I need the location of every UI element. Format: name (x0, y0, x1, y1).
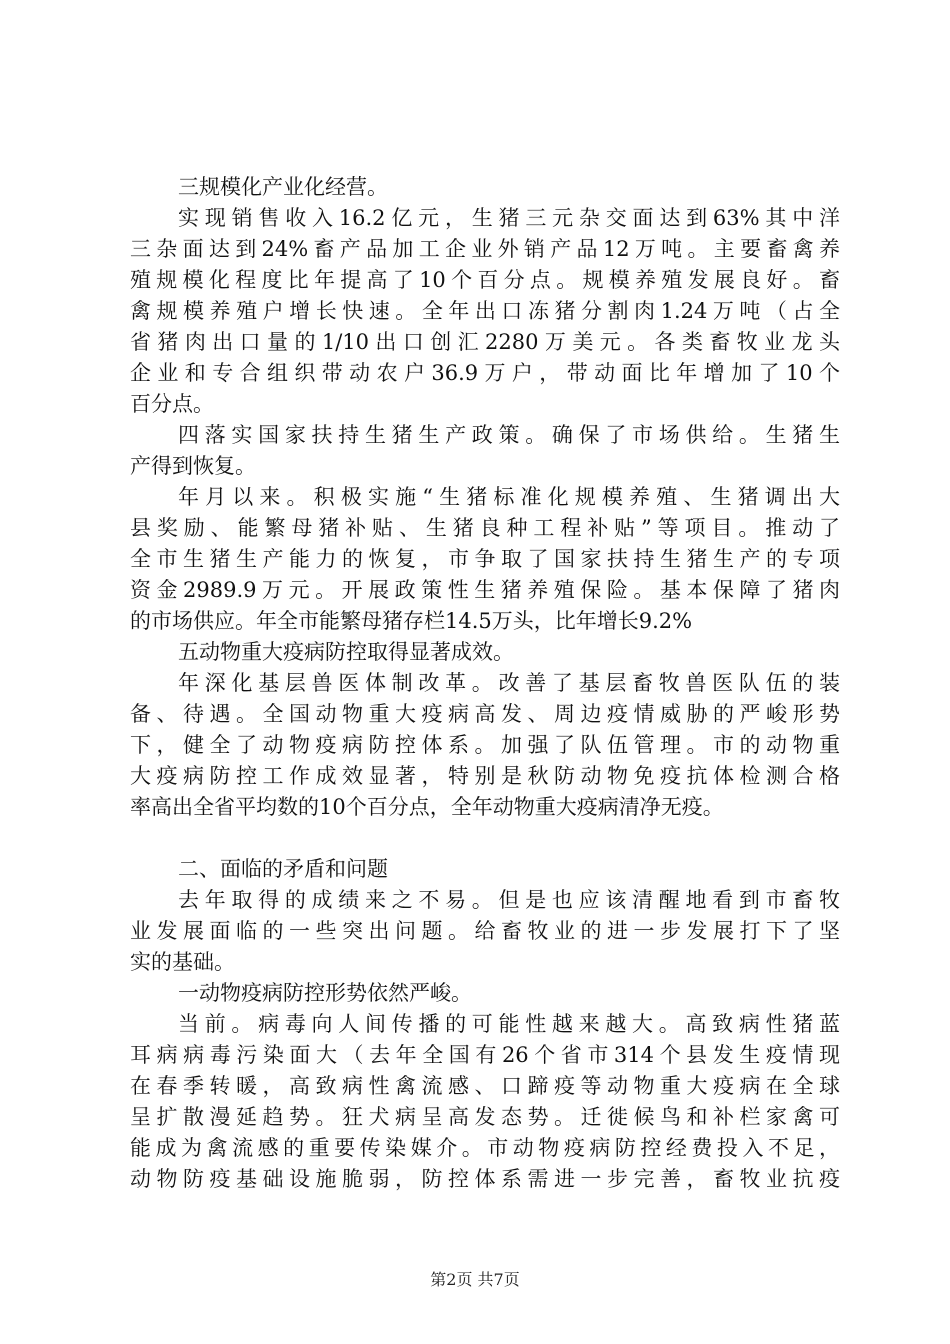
paragraph-line: 年月以来。积极实施“生猪标准化规模养殖、生猪调出大 (178, 485, 840, 509)
paragraph-line: 禽规模养殖户增长快速。全年出口冻猪分割肉1.24万吨（占全 (130, 299, 840, 323)
paragraph-line: 大疫病防控工作成效显著，特别是秋防动物免疫抗体检测合格 (130, 764, 840, 788)
paragraph-gap (130, 823, 840, 854)
paragraph-line: 下，健全了动物疫病防控体系。加强了队伍管理。市的动物重 (130, 733, 840, 757)
section-heading-pig-policy: 四落实国家扶持生猪生产政策。确保了市场供给。生猪生 (178, 423, 840, 447)
paragraph-line: 全市生猪生产能力的恢复，市争取了国家扶持生猪生产的专项 (130, 547, 840, 571)
paragraph-line: 当前。病毒向人间传播的可能性越来越大。高致病性猪蓝 (178, 1012, 840, 1036)
paragraph-line: 能成为禽流感的重要传染媒介。市动物疫病防控经费投入不足， (130, 1136, 840, 1160)
paragraph-line: 率高出全省平均数的10个百分点，全年动物重大疫病清净无疫。 (130, 795, 724, 819)
paragraph-line: 的市场供应。年全市能繁母猪存栏14.5万头，比年增长9.2% (130, 609, 693, 633)
paragraph-line: 产得到恢复。 (130, 454, 256, 478)
section-heading-problems: 二、面临的矛盾和问题 (178, 857, 388, 881)
page-number-footer: 第2页 共7页 (430, 1270, 520, 1289)
paragraph-line: 三杂面达到24%畜产品加工企业外销产品12万吨。主要畜禽养 (130, 237, 840, 261)
paragraph-line: 百分点。 (130, 392, 214, 416)
paragraph-line: 耳病病毒污染面大（去年全国有26个省市314个县发生疫情现 (130, 1043, 840, 1067)
paragraph-line: 企业和专合组织带动农户36.9万户，带动面比年增加了10个 (130, 361, 840, 385)
paragraph-line: 业发展面临的一些突出问题。给畜牧业的进一步发展打下了坚 (130, 919, 840, 943)
paragraph-line: 呈扩散漫延趋势。狂犬病呈高发态势。迁徙候鸟和补栏家禽可 (130, 1105, 840, 1129)
paragraph-line: 县奖励、能繁母猪补贴、生猪良种工程补贴”等项目。推动了 (130, 516, 840, 540)
paragraph-line: 资金2989.9万元。开展政策性生猪养殖保险。基本保障了猪肉 (130, 578, 840, 602)
paragraph-line: 年深化基层兽医体制改革。改善了基层畜牧兽医队伍的装 (178, 671, 840, 695)
paragraph-line: 动物防疫基础设施脆弱，防控体系需进一步完善，畜牧业抗疫 (130, 1167, 840, 1191)
page-body (130, 172, 840, 1195)
section-heading-epidemic-control: 五动物重大疫病防控取得显著成效。 (178, 640, 514, 664)
paragraph-line: 去年取得的成绩来之不易。但是也应该清醒地看到市畜牧 (178, 888, 840, 912)
paragraph-line: 省猪肉出口量的1/10出口创汇2280万美元。各类畜牧业龙头 (130, 330, 840, 354)
paragraph-line: 实的基础。 (130, 950, 235, 974)
paragraph-line: 实现销售收入16.2亿元，生猪三元杂交面达到63%其中洋 (178, 206, 840, 230)
paragraph-line: 在春季转暖，高致病性禽流感、口蹄疫等动物重大疫病在全球 (130, 1074, 840, 1098)
paragraph-line: 备、待遇。全国动物重大疫病高发、周边疫情威胁的严峻形势 (130, 702, 840, 726)
section-heading-scale-operation: 三规模化产业化经营。 (178, 175, 388, 199)
paragraph-line: 殖规模化程度比年提高了10个百分点。规模养殖发展良好。畜 (130, 268, 840, 292)
section-heading-epidemic-situation: 一动物疫病防控形势依然严峻。 (178, 981, 472, 1005)
